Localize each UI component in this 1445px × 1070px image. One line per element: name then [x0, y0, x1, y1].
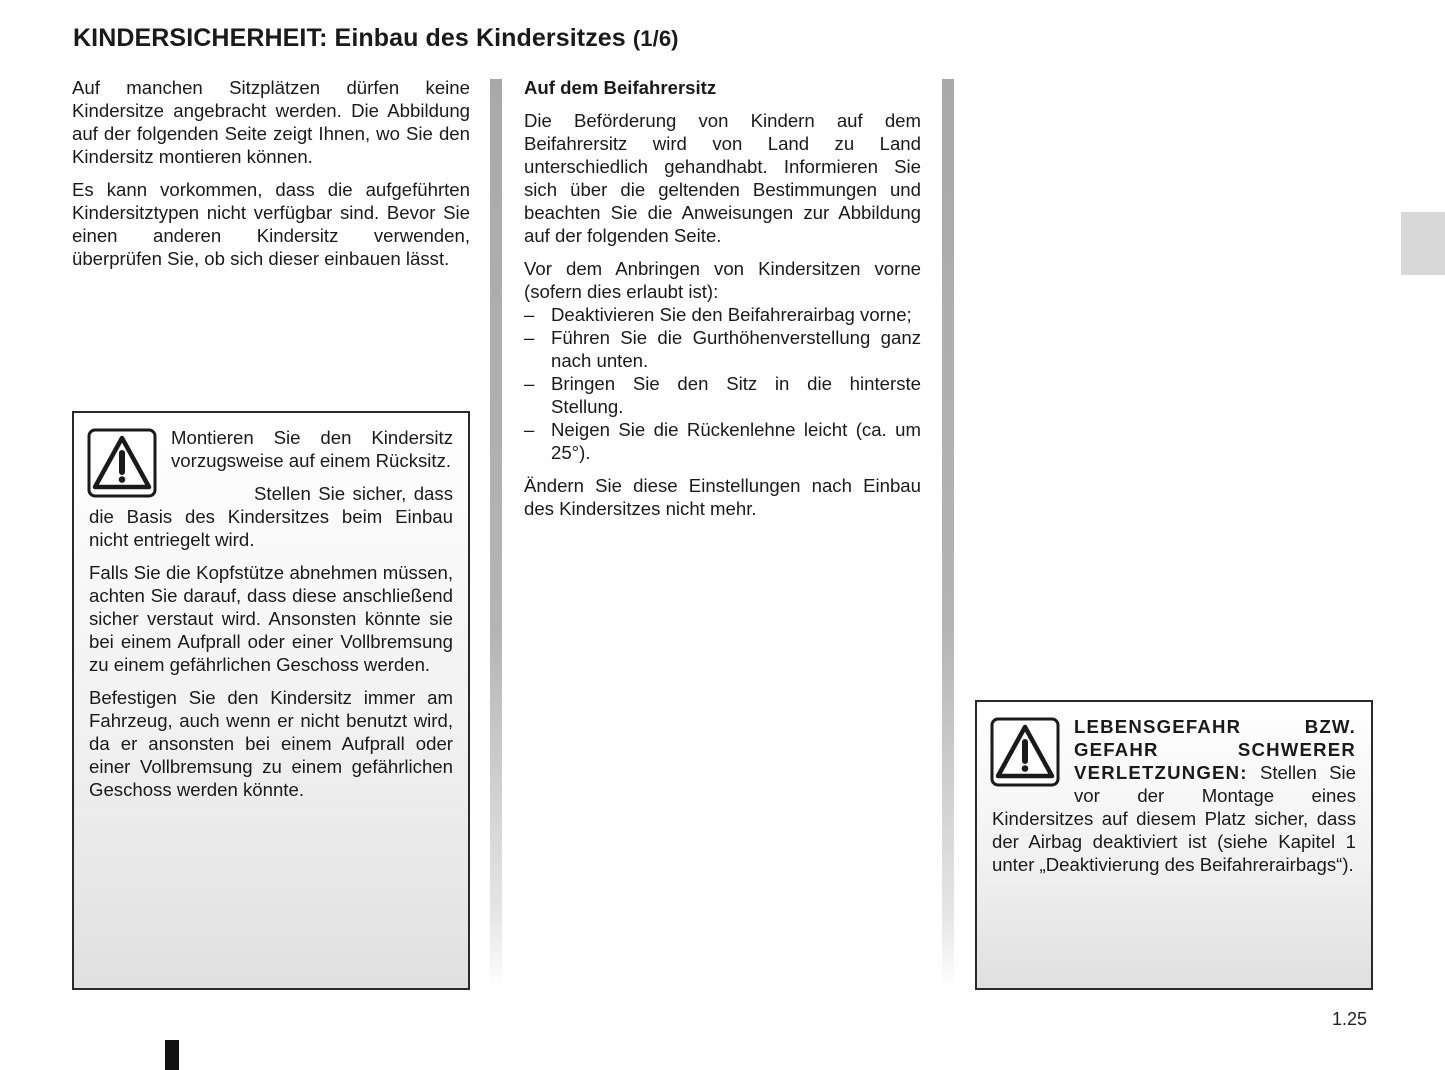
left-column [72, 76, 470, 280]
warning-box-airbag [975, 700, 1373, 990]
middle-paragraph-1: Die Beförderung von Kindern auf dem Beifahrersitz wird von Land zu Land unterschiedlich gehandhabt. Informieren Sie sich über die geltenden Bestimmungen und beachten Sie die Anweisungen zur Abbildung auf der folgenden Seite. [524, 110, 921, 246]
title-part: (1/6) [632, 26, 679, 51]
left-paragraph-1: Auf manchen Sitzplätzen dürfen keine Kindersitze angebracht werden. Die Abbildung auf der folgenden Seite zeigt Ihnen, wo Sie den Kindersitz montieren können. [72, 77, 470, 167]
middle-column [524, 76, 921, 530]
left-paragraph-2: Es kann vorkommen, dass die aufgeführten Kindersitztypen nicht verfügbar sind. Bevor Sie einen anderen Kindersitz verwenden, überprüfen Sie, ob sich dieser einbauen lässt. [72, 179, 470, 269]
subheading-front-seat: Auf dem Beifahrersitz [524, 77, 717, 98]
list-item [524, 372, 921, 418]
warning-box-rear-seat [72, 411, 470, 990]
list-item-text: Deaktivieren Sie den Beifahrerairbag vorne; [551, 304, 912, 325]
column-divider-left [490, 79, 502, 989]
column-divider-right [942, 79, 954, 989]
warning-1-paragraph-3: Falls Sie die Kopfstütze abnehmen müssen, achten Sie darauf, dass diese anschließend sicher verstaut wird. Ansonsten könnte sie bei einem Aufprall oder einer Vollbremsung zu einem gefährlichen Geschoss werden. [89, 562, 453, 675]
instruction-list [524, 303, 921, 464]
list-item [524, 326, 921, 372]
chapter-tab [1401, 212, 1445, 275]
list-item-text: Bringen Sie den Sitz in die hinterste Stellung. [551, 373, 921, 417]
list-item-text: Führen Sie die Gurthöhenverstellung ganz nach unten. [551, 327, 921, 371]
warning-1-paragraph-4: Befestigen Sie den Kindersitz immer am Fahrzeug, auch wenn er nicht benutzt wird, da er ansonsten bei einem Aufprall oder einer Vollbremsung zu einem gefährlichen Geschoss werden könnte. [89, 687, 453, 800]
warning-2-body: Stellen Sie vor der Montage eines Kindersitzes auf diesem Platz sicher, dass der Airbag deaktiviert ist (siehe Kapitel 1 unter „Deaktivierung des Beifahrerairbags“). [992, 762, 1356, 875]
page-title [73, 24, 679, 53]
list-item [524, 303, 921, 326]
middle-paragraph-3: Ändern Sie diese Einstellungen nach Einbau des Kindersitzes nicht mehr. [524, 475, 921, 519]
warning-2-danger-label: LEBENSGEFAHR BZW. GEFAHR SCHWERER VERLETZUNGEN: [1074, 716, 1356, 783]
warning-1-paragraph-1: Montieren Sie den Kindersitz vorzugsweise auf einem Rücksitz. [171, 427, 453, 471]
warning-1-paragraph-2: Stellen Sie sicher, dass die Basis des Kindersitzes beim Einbau nicht entriegelt wird. [89, 483, 453, 550]
list-dash: – [524, 373, 535, 394]
list-dash: – [524, 327, 535, 348]
title-text: KINDERSICHERHEIT: Einbau des Kindersitzes [73, 24, 626, 52]
list-dash: – [524, 304, 535, 325]
list-dash: – [524, 419, 535, 440]
list-item [524, 418, 921, 464]
middle-paragraph-2: Vor dem Anbringen von Kindersitzen vorne (sofern dies erlaubt ist): [524, 258, 921, 302]
page-number: 1.25 [1332, 1009, 1368, 1029]
print-crop-mark [165, 1040, 179, 1070]
list-item-text: Neigen Sie die Rückenlehne leicht (ca. um 25°). [551, 419, 921, 463]
warning-triangle-icon [87, 428, 157, 498]
warning-triangle-icon [990, 717, 1060, 787]
